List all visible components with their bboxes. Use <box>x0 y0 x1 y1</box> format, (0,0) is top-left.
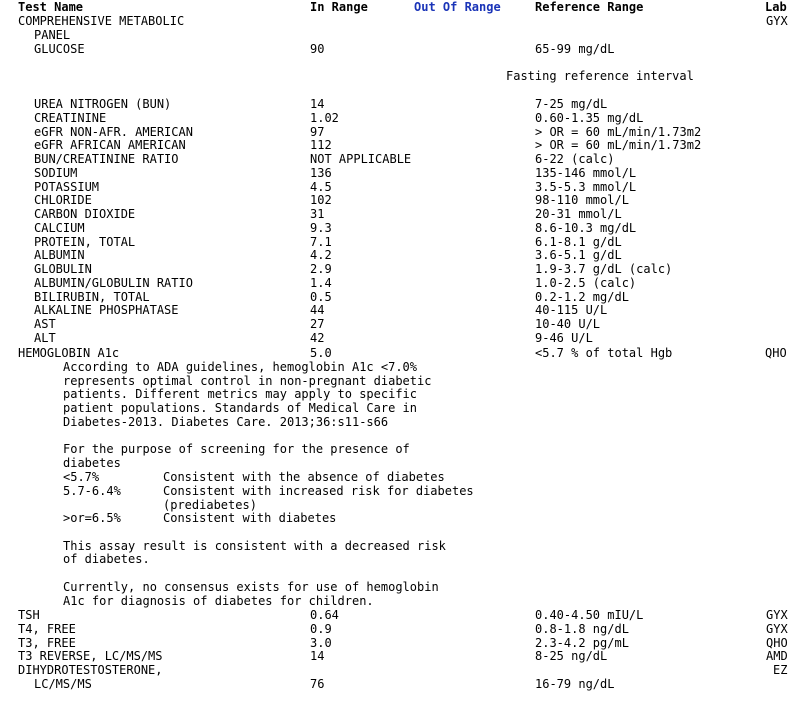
dht-name: DIHYDROTESTOSTERONE, <box>18 663 163 677</box>
result-name: POTASSIUM <box>34 179 100 194</box>
criteria-key: 5.7-6.4% <box>63 484 121 498</box>
header-reference-range: Reference Range <box>535 0 644 14</box>
dht-lab: EZ <box>773 663 788 677</box>
result-name: ALKALINE PHOSPHATASE <box>34 303 179 318</box>
criteria-text: Consistent with the absence of diabetes <box>163 470 445 484</box>
result-range: 40-115 U/L <box>535 303 608 318</box>
a1c-result-line: of diabetes. <box>63 552 150 566</box>
result-value: NOT APPLICABLE <box>310 152 412 166</box>
panel-name: COMPREHENSIVE METABOLIC <box>18 14 185 28</box>
result-range: > OR = 60 mL/min/1.73m2 <box>535 138 702 153</box>
result-range: 98-110 mmol/L <box>535 193 629 208</box>
result-value: 136 <box>310 165 332 180</box>
result-value: 9.3 <box>310 220 332 235</box>
result-value: 2.9 <box>310 262 332 276</box>
a1c-note-line: represents optimal control in non-pregnant diabetic <box>63 374 432 388</box>
a1c-note-line: According to ADA guidelines, hemoglobin A1c <7.0% <box>63 360 418 374</box>
criteria-text: Consistent with increased risk for diabetes <box>163 484 474 498</box>
dht-name-cont: LC/MS/MS <box>34 677 92 691</box>
result-range: 8.6-10.3 mg/dL <box>535 220 637 235</box>
a1c-children-line: Currently, no consensus exists for use of hemoglobin <box>63 580 439 594</box>
criteria-key: >or=6.5% <box>63 511 121 525</box>
result-value: 4.5 <box>310 179 332 194</box>
result-lab: GYX <box>766 608 788 622</box>
result-range: 0.8-1.8 ng/dL <box>535 621 629 636</box>
result-value: 102 <box>310 193 332 208</box>
glucose-value: 90 <box>310 42 325 56</box>
result-name: CALCIUM <box>34 220 85 235</box>
result-name: BUN/CREATININE RATIO <box>34 152 179 166</box>
result-name: UREA NITROGEN (BUN) <box>34 97 172 111</box>
result-range: > OR = 60 mL/min/1.73m2 <box>535 124 702 139</box>
result-range: 2.3-4.2 pg/mL <box>535 635 629 650</box>
a1c-note-line: Diabetes-2013. Diabetes Care. 2013;36:s11-s66 <box>63 415 389 429</box>
result-value: 27 <box>310 317 325 331</box>
result-name: SODIUM <box>34 165 78 180</box>
result-value: 14 <box>310 97 325 111</box>
result-range: 10-40 U/L <box>535 317 601 331</box>
result-range: 7-25 mg/dL <box>535 97 608 111</box>
result-lab: GYX <box>766 621 788 636</box>
glucose-name: GLUCOSE <box>34 42 85 56</box>
result-name: CHLORIDE <box>34 193 92 208</box>
result-name: ALBUMIN/GLOBULIN RATIO <box>34 275 193 290</box>
header-test-name: Test Name <box>18 0 84 14</box>
result-value: 44 <box>310 303 325 318</box>
glucose-range: 65-99 mg/dL <box>535 42 615 56</box>
result-value: 1.02 <box>310 110 339 125</box>
result-value: 3.0 <box>310 635 332 650</box>
a1c-note-line: patients. Different metrics may apply to specific <box>63 387 418 401</box>
result-name: CREATININE <box>34 110 107 125</box>
header-lab: Lab <box>765 0 787 14</box>
a1c-value: 5.0 <box>310 346 332 360</box>
result-value: 0.9 <box>310 621 332 636</box>
result-value: 14 <box>310 649 325 664</box>
result-value: 0.5 <box>310 289 332 304</box>
result-range: 0.40-4.50 mIU/L <box>535 608 644 622</box>
result-range: 0.2-1.2 mg/dL <box>535 289 629 304</box>
a1c-children-line: A1c for diagnosis of diabetes for children. <box>63 594 374 608</box>
result-range: 1.9-3.7 g/dL (calc) <box>535 262 673 276</box>
dht-value: 76 <box>310 677 325 691</box>
criteria-key: <5.7% <box>63 470 100 484</box>
result-value: 7.1 <box>310 234 332 249</box>
result-value: 42 <box>310 330 325 345</box>
result-name: TSH <box>18 608 40 622</box>
result-value: 97 <box>310 124 325 139</box>
result-name: eGFR AFRICAN AMERICAN <box>34 138 186 153</box>
result-name: BILIRUBIN, TOTAL <box>34 289 150 304</box>
result-lab: AMD <box>766 649 788 664</box>
a1c-screen-line: For the purpose of screening for the presence of <box>63 442 410 456</box>
a1c-note-line: patient populations. Standards of Medical Care in <box>63 401 418 415</box>
result-range: 20-31 mmol/L <box>535 207 622 221</box>
panel-lab: GYX <box>766 14 788 28</box>
result-range: 135-146 mmol/L <box>535 165 637 180</box>
result-name: ALT <box>34 330 56 345</box>
result-range: 3.6-5.1 g/dL <box>535 248 622 263</box>
result-name: eGFR NON-AFR. AMERICAN <box>34 124 193 139</box>
a1c-lab: QHO <box>765 346 787 360</box>
header-in-range: In Range <box>310 0 368 14</box>
fasting-note: Fasting reference interval <box>506 69 694 83</box>
criteria-text: (prediabetes) <box>163 498 257 512</box>
result-value: 4.2 <box>310 248 332 263</box>
result-value: 31 <box>310 207 325 221</box>
criteria-text: Consistent with diabetes <box>163 511 337 525</box>
result-value: 0.64 <box>310 608 339 622</box>
result-name: T3 REVERSE, LC/MS/MS <box>18 649 163 664</box>
result-value: 1.4 <box>310 275 332 290</box>
a1c-result-line: This assay result is consistent with a decreased risk <box>63 539 446 553</box>
result-name: AST <box>34 317 56 331</box>
result-name: T3, FREE <box>18 635 76 650</box>
result-range: 3.5-5.3 mmol/L <box>535 179 637 194</box>
result-range: 9-46 U/L <box>535 330 593 345</box>
dht-range: 16-79 ng/dL <box>535 677 615 691</box>
a1c-range: <5.7 % of total Hgb <box>535 346 673 360</box>
result-value: 112 <box>310 138 332 153</box>
result-name: CARBON DIOXIDE <box>34 207 136 221</box>
result-name: GLOBULIN <box>34 262 92 276</box>
result-range: 8-25 ng/dL <box>535 649 608 664</box>
a1c-screen-line: diabetes <box>63 456 121 470</box>
result-range: 0.60-1.35 mg/dL <box>535 110 644 125</box>
result-name: ALBUMIN <box>34 248 85 263</box>
result-range: 6.1-8.1 g/dL <box>535 234 622 249</box>
result-name: PROTEIN, TOTAL <box>34 234 136 249</box>
result-name: T4, FREE <box>18 621 76 636</box>
result-range: 1.0-2.5 (calc) <box>535 275 637 290</box>
result-lab: QHO <box>766 635 788 650</box>
header-out-of-range: Out Of Range <box>414 0 501 14</box>
panel-name-cont: PANEL <box>34 28 71 42</box>
result-range: 6-22 (calc) <box>535 152 615 166</box>
a1c-name: HEMOGLOBIN A1c <box>18 346 120 360</box>
